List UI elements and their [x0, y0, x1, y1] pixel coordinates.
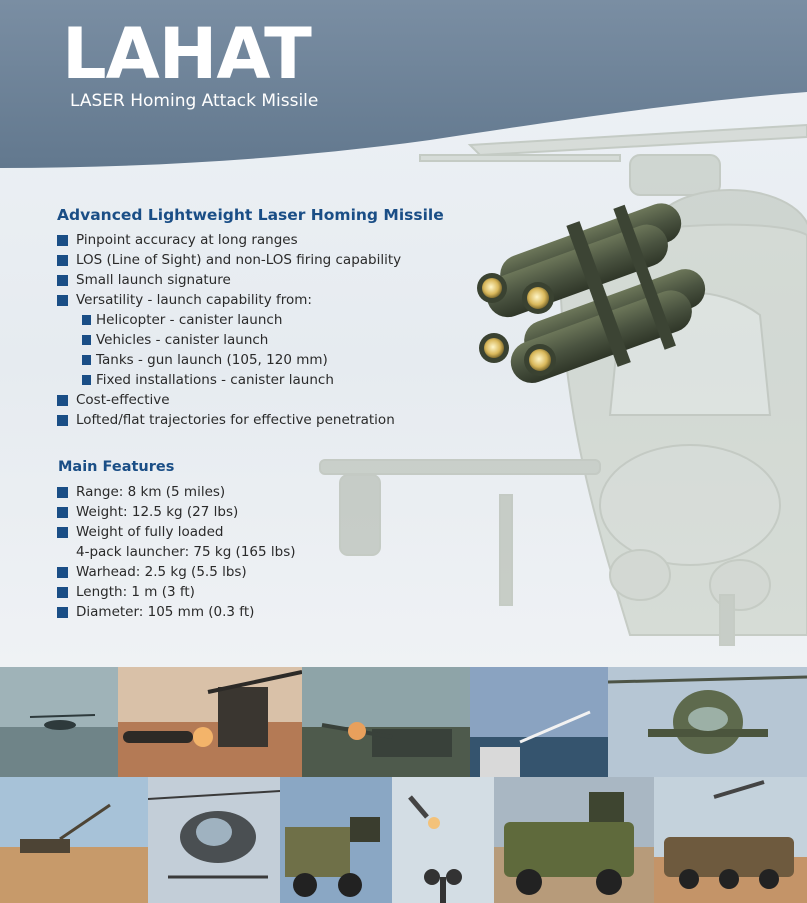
- truck-launcher-photo: [280, 777, 392, 903]
- list-item: Weight of fully loaded: [57, 522, 296, 542]
- apc-launch-photo: [654, 777, 807, 903]
- square-bullet-icon: [57, 587, 68, 598]
- square-bullet-icon: [82, 375, 91, 385]
- square-bullet-icon: [57, 527, 68, 538]
- list-item: Fixed installations - canister launch: [82, 370, 334, 390]
- list-item: Length: 1 m (3 ft): [57, 582, 296, 602]
- armored-vehicle-photo: [494, 777, 654, 903]
- square-bullet-icon: [57, 275, 68, 286]
- advanced-list-continued: [57, 390, 395, 430]
- list-item: Range: 8 km (5 miles): [57, 482, 296, 502]
- ship-launch-photo: [470, 667, 608, 777]
- helicopter-firing-missile-photo: [118, 667, 302, 777]
- list-item: Warhead: 2.5 kg (5.5 lbs): [57, 562, 296, 582]
- square-bullet-icon: [82, 315, 91, 325]
- list-item: Versatility - launch capability from:: [57, 290, 401, 310]
- list-item: Tanks - gun launch (105, 120 mm): [82, 350, 334, 370]
- list-item: LOS (Line of Sight) and non-LOS firing capability: [57, 250, 401, 270]
- list-item: Pinpoint accuracy at long ranges: [57, 230, 401, 250]
- missile-flight-photo: [392, 777, 494, 903]
- advanced-heading: Advanced Lightweight Laser Homing Missile: [57, 206, 444, 224]
- list-item: Small launch signature: [57, 270, 401, 290]
- page-subtitle: LASER Homing Attack Missile: [70, 91, 319, 111]
- light-helicopter-photo: [148, 777, 280, 903]
- square-bullet-icon: [57, 295, 68, 306]
- list-item-continuation: 4-pack launcher: 75 kg (165 lbs): [76, 544, 296, 560]
- photo-strip: [0, 667, 807, 903]
- artillery-desert-photo: [0, 777, 148, 903]
- square-bullet-icon: [57, 487, 68, 498]
- list-item: Diameter: 105 mm (0.3 ft): [57, 602, 296, 622]
- helicopter-over-water-photo: [0, 667, 118, 777]
- square-bullet-icon: [57, 415, 68, 426]
- missile-launcher-image: [470, 190, 720, 390]
- helicopter-front-photo: [608, 667, 807, 777]
- square-bullet-icon: [57, 607, 68, 618]
- square-bullet-icon: [82, 335, 91, 345]
- launch-platforms-list: [82, 310, 334, 390]
- list-item: Cost-effective: [57, 390, 395, 410]
- page-title: LAHAT: [62, 13, 311, 95]
- square-bullet-icon: [57, 567, 68, 578]
- square-bullet-icon: [57, 507, 68, 518]
- advanced-list: [57, 230, 401, 310]
- features-heading: Main Features: [58, 459, 175, 475]
- square-bullet-icon: [57, 395, 68, 406]
- list-item: Weight: 12.5 kg (27 lbs): [57, 502, 296, 522]
- list-item: Lofted/flat trajectories for effective penetration: [57, 410, 395, 430]
- square-bullet-icon: [57, 255, 68, 266]
- features-list: [57, 482, 296, 622]
- list-item: Vehicles - canister launch: [82, 330, 334, 350]
- square-bullet-icon: [82, 355, 91, 365]
- list-item: Helicopter - canister launch: [82, 310, 334, 330]
- square-bullet-icon: [57, 235, 68, 246]
- tank-firing-photo: [302, 667, 470, 777]
